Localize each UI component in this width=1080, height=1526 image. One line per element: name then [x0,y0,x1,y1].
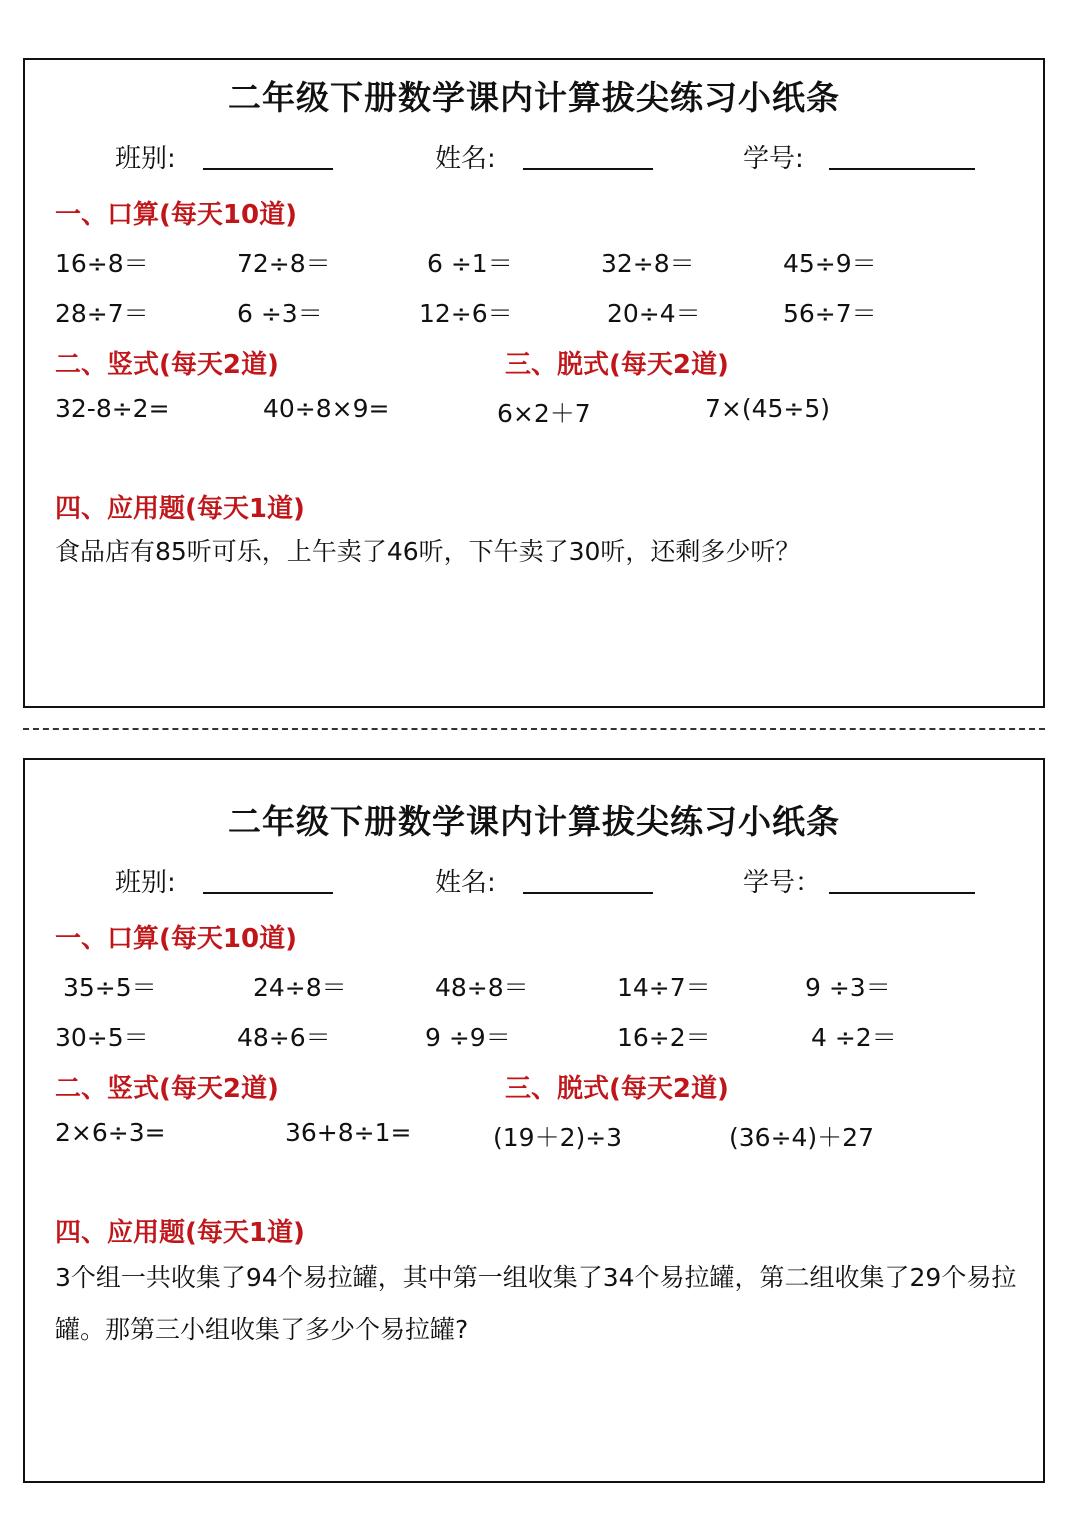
oral-item: 30÷5＝ [55,1023,149,1052]
vertical-section-title: 二、竖式(每天2道) [55,1074,279,1104]
oral-item: 9 ÷3＝ [805,973,891,1002]
oral-item: 45÷9＝ [783,249,877,278]
vertical-item: 2×6÷3= [55,1118,166,1147]
vertical-item: 40÷8×9= [263,394,390,423]
vertical-section-title: 二、竖式(每天2道) [55,350,279,380]
oral-item: 32÷8＝ [601,249,695,278]
word-problem-section-title: 四、应用题(每天1道) [55,494,305,524]
name-label: 姓名: [435,144,496,174]
word-problem-section-title: 四、应用题(每天1道) [55,1218,305,1248]
off-form-section-title: 三、脱式(每天2道) [505,1074,729,1104]
oral-item: 24÷8＝ [253,973,347,1002]
oral-section-title: 一、口算(每天10道) [55,924,297,954]
word-problem-text: 食品店有85听可乐，上午卖了46听，下午卖了30听，还剩多少听？ [55,537,801,566]
oral-item: 28÷7＝ [55,299,149,328]
oral-item: 6 ÷3＝ [237,299,323,328]
worksheet-card-1 [23,58,1045,708]
oral-item: 48÷8＝ [435,973,529,1002]
worksheet-title: 二年级下册数学课内计算拔尖练习小纸条 [228,802,840,841]
oral-item: 20÷4＝ [607,299,701,328]
oral-item: 16÷2＝ [617,1023,711,1052]
cut-line [23,728,1045,730]
oral-item: 4 ÷2＝ [811,1023,897,1052]
oral-item: 9 ÷9＝ [425,1023,511,1052]
name-label: 姓名: [435,868,496,898]
oral-item: 12÷6＝ [419,299,513,328]
worksheet-title: 二年级下册数学课内计算拔尖练习小纸条 [228,78,840,117]
off-form-item: (36÷4)＋27 [729,1123,874,1152]
vertical-item: 36+8÷1= [285,1118,412,1147]
student-id-blank-line[interactable] [829,892,975,894]
oral-item: 14÷7＝ [617,973,711,1002]
class-label: 班别: [115,868,176,898]
oral-item: 16÷8＝ [55,249,149,278]
off-form-item: (19＋2)÷3 [493,1123,623,1152]
vertical-item: 32-8÷2= [55,394,170,423]
worksheet-card-2 [23,758,1045,1483]
oral-section-title: 一、口算(每天10道) [55,200,297,230]
student-id-blank-line[interactable] [829,168,975,170]
name-blank-line[interactable] [523,168,653,170]
oral-item: 72÷8＝ [237,249,331,278]
class-blank-line[interactable] [203,892,333,894]
student-id-label: 学号： [743,868,822,898]
off-form-item: 6×2＋7 [497,399,591,428]
class-label: 班别: [115,144,176,174]
off-form-section-title: 三、脱式(每天2道) [505,350,729,380]
name-blank-line[interactable] [523,892,653,894]
word-problem-text: 3个组一共收集了94个易拉罐，其中第一组收集了34个易拉罐，第二组收集了29个易拉罐。那第三小组收集了多少个易拉罐? [55,1263,1017,1344]
oral-item: 6 ÷1＝ [427,249,513,278]
oral-item: 48÷6＝ [237,1023,331,1052]
off-form-item: 7×(45÷5) [705,394,831,423]
oral-item: 35÷5＝ [63,973,157,1002]
class-blank-line[interactable] [203,168,333,170]
oral-item: 56÷7＝ [783,299,877,328]
student-id-label: 学号: [743,144,804,174]
